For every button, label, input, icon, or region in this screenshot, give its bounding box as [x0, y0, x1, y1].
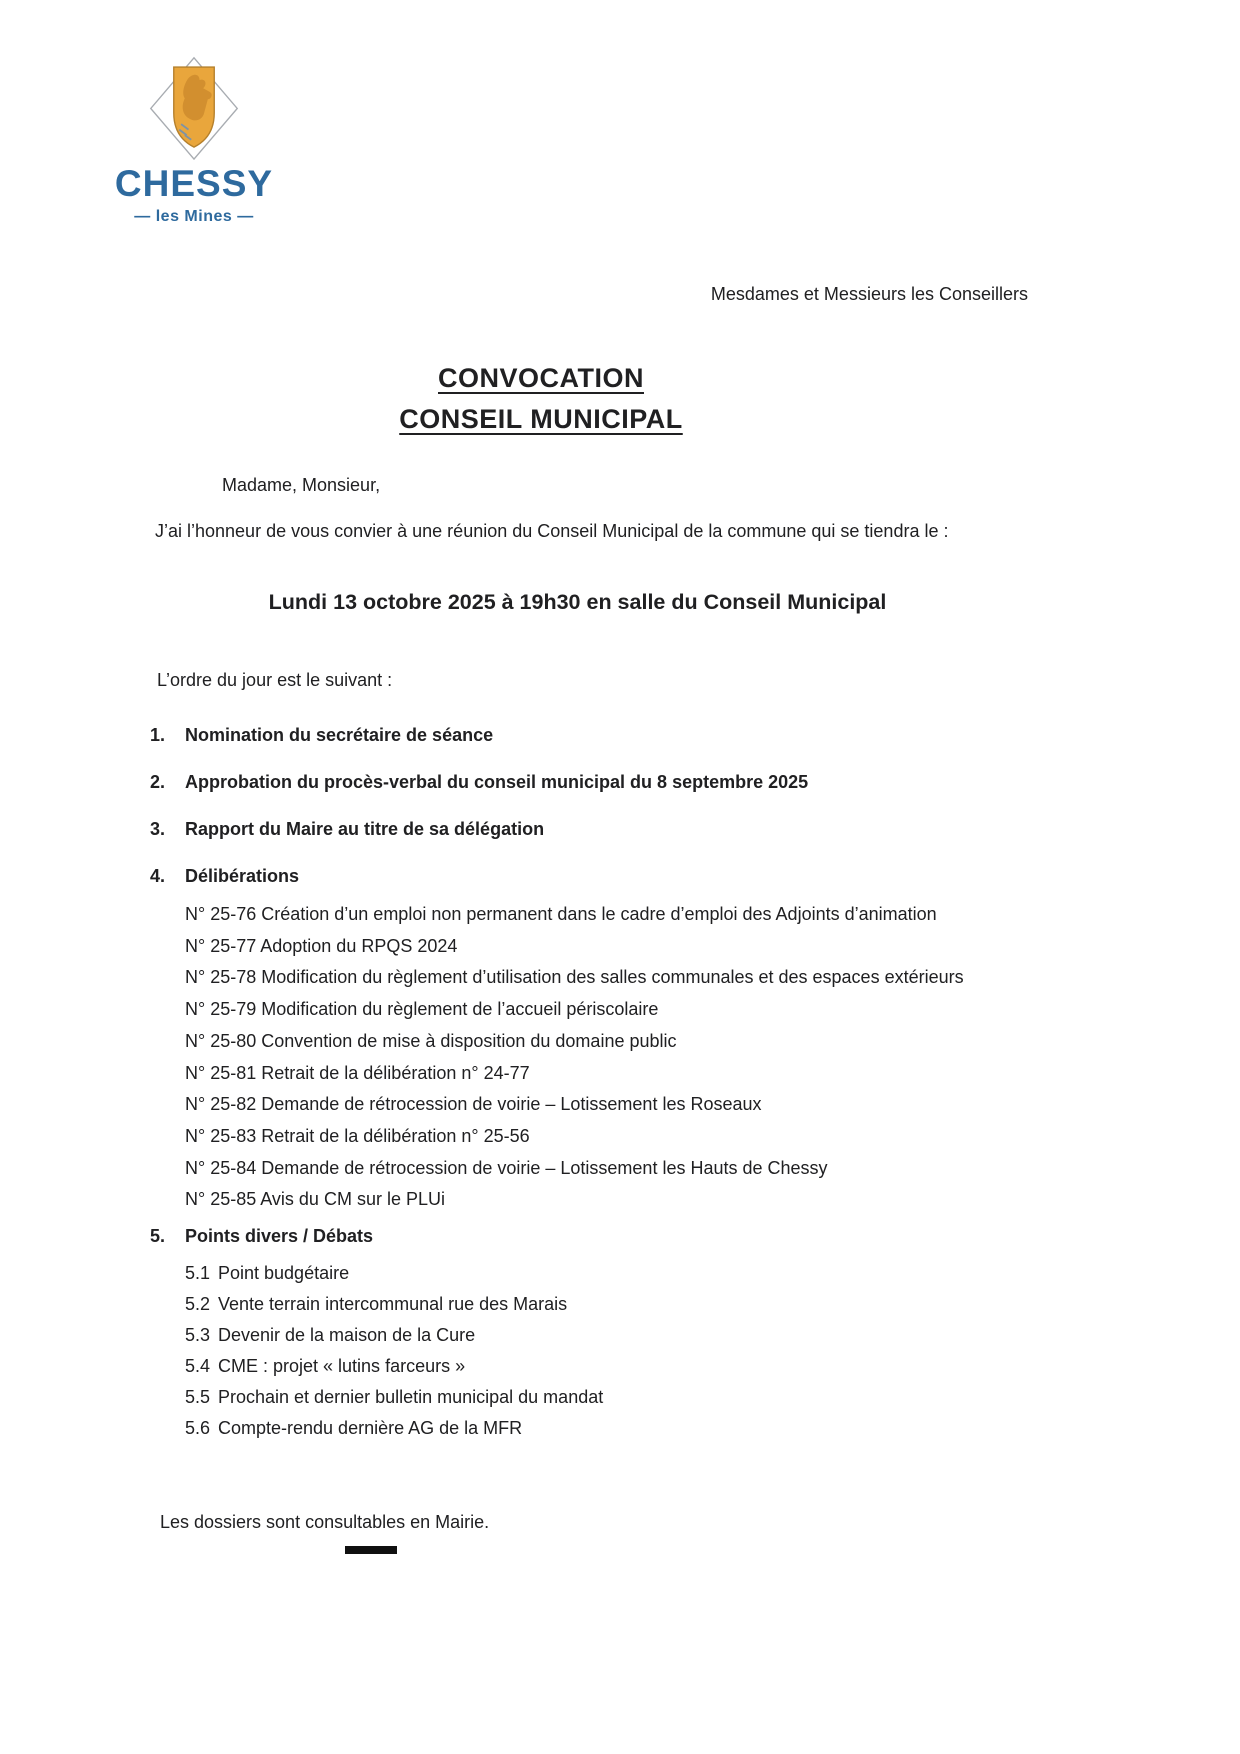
- divers-item-number: 5.2: [185, 1294, 211, 1315]
- agenda-intro: L’ordre du jour est le suivant :: [157, 670, 393, 690]
- agenda-item-label: Approbation du procès-verbal du conseil municipal du 8 septembre 2025: [185, 772, 809, 792]
- intro-paragraph: J’ai l’honneur de vous convier à une réunion du Conseil Municipal de la commune qui se tiendra le :: [155, 521, 949, 541]
- agenda-item-label: Nomination du secrétaire de séance: [185, 725, 494, 745]
- points-divers-list: [185, 1258, 1110, 1444]
- logo-subtitle: — les Mines —: [134, 207, 254, 225]
- divers-item-text: Compte-rendu dernière AG de la MFR: [218, 1418, 523, 1439]
- recipient-line: Mesdames et Messieurs les Conseillers: [710, 284, 1028, 304]
- divers-item-text: CME : projet « lutins farceurs »: [218, 1356, 466, 1377]
- agenda-item-4: [150, 864, 1110, 1216]
- agenda-item-label: Rapport du Maire au titre de sa délégation: [185, 819, 545, 839]
- agenda-item-3: [150, 817, 1110, 841]
- agenda-item-label: Points divers / Débats: [185, 1226, 374, 1247]
- chessy-crest-icon: [148, 56, 240, 160]
- meeting-date-line: Lundi 13 octobre 2025 à 19h30 en salle du Conseil Municipal: [268, 590, 887, 614]
- title-line-2: CONSEIL MUNICIPAL: [399, 404, 683, 434]
- divers-item: [185, 1413, 1110, 1444]
- divers-item: [185, 1258, 1110, 1289]
- deliberation-item: N° 25-78 Modification du règlement d’utilisation des salles communales et des espaces extérieurs: [185, 967, 964, 988]
- deliberation-item: N° 25-77 Adoption du RPQS 2024: [185, 935, 458, 956]
- agenda-list: [150, 723, 1110, 1444]
- deliberation-item: N° 25-84 Demande de rétrocession de voirie – Lotissement les Hauts de Chessy: [185, 1157, 828, 1178]
- document-title: [0, 358, 1082, 440]
- divers-item-number: 5.3: [185, 1325, 211, 1346]
- footer-note: Les dossiers sont consultables en Mairie.: [160, 1512, 490, 1532]
- agenda-item-number: 2.: [150, 772, 166, 792]
- divers-item: [185, 1351, 1110, 1382]
- logo-city-name: CHESSY: [114, 163, 274, 204]
- divers-item-number: 5.6: [185, 1418, 211, 1439]
- divers-item-text: Point budgétaire: [218, 1263, 350, 1284]
- agenda-item-number: 3.: [150, 819, 166, 839]
- divers-item-number: 5.5: [185, 1387, 211, 1408]
- logo-block: [104, 56, 284, 226]
- deliberation-item: N° 25-81 Retrait de la délibération n° 24-77: [185, 1062, 530, 1083]
- scan-artifact: [345, 1546, 397, 1554]
- deliberation-item: N° 25-85 Avis du CM sur le PLUi: [185, 1189, 445, 1210]
- divers-item-number: 5.1: [185, 1263, 211, 1284]
- salutation: Madame, Monsieur,: [222, 475, 381, 495]
- divers-item-text: Prochain et dernier bulletin municipal du mandat: [218, 1387, 604, 1408]
- deliberations-list: [185, 899, 1110, 1216]
- agenda-item-1: [150, 723, 1110, 747]
- divers-item: [185, 1382, 1110, 1413]
- agenda-item-number: 4.: [150, 866, 166, 886]
- divers-item-number: 5.4: [185, 1356, 211, 1377]
- title-line-1: CONVOCATION: [438, 363, 644, 393]
- deliberation-item: N° 25-83 Retrait de la délibération n° 25-56: [185, 1125, 530, 1146]
- deliberation-item: N° 25-80 Convention de mise à disposition du domaine public: [185, 1030, 677, 1051]
- divers-item: [185, 1289, 1110, 1320]
- divers-item-text: Vente terrain intercommunal rue des Marais: [218, 1294, 568, 1315]
- deliberation-item: N° 25-82 Demande de rétrocession de voirie – Lotissement les Roseaux: [185, 1094, 762, 1115]
- agenda-item-number: 5.: [150, 1226, 166, 1247]
- agenda-item-5: [150, 1224, 1110, 1444]
- deliberation-item: N° 25-76 Création d’un emploi non permanent dans le cadre d’emploi des Adjoints d’animation: [185, 904, 937, 924]
- agenda-item-label: Délibérations: [185, 866, 300, 886]
- deliberation-item: N° 25-79 Modification du règlement de l’accueil périscolaire: [185, 999, 659, 1020]
- divers-item-text: Devenir de la maison de la Cure: [218, 1325, 476, 1346]
- agenda-item-number: 1.: [150, 725, 166, 745]
- divers-item: [185, 1320, 1110, 1351]
- agenda-item-2: [150, 770, 1110, 794]
